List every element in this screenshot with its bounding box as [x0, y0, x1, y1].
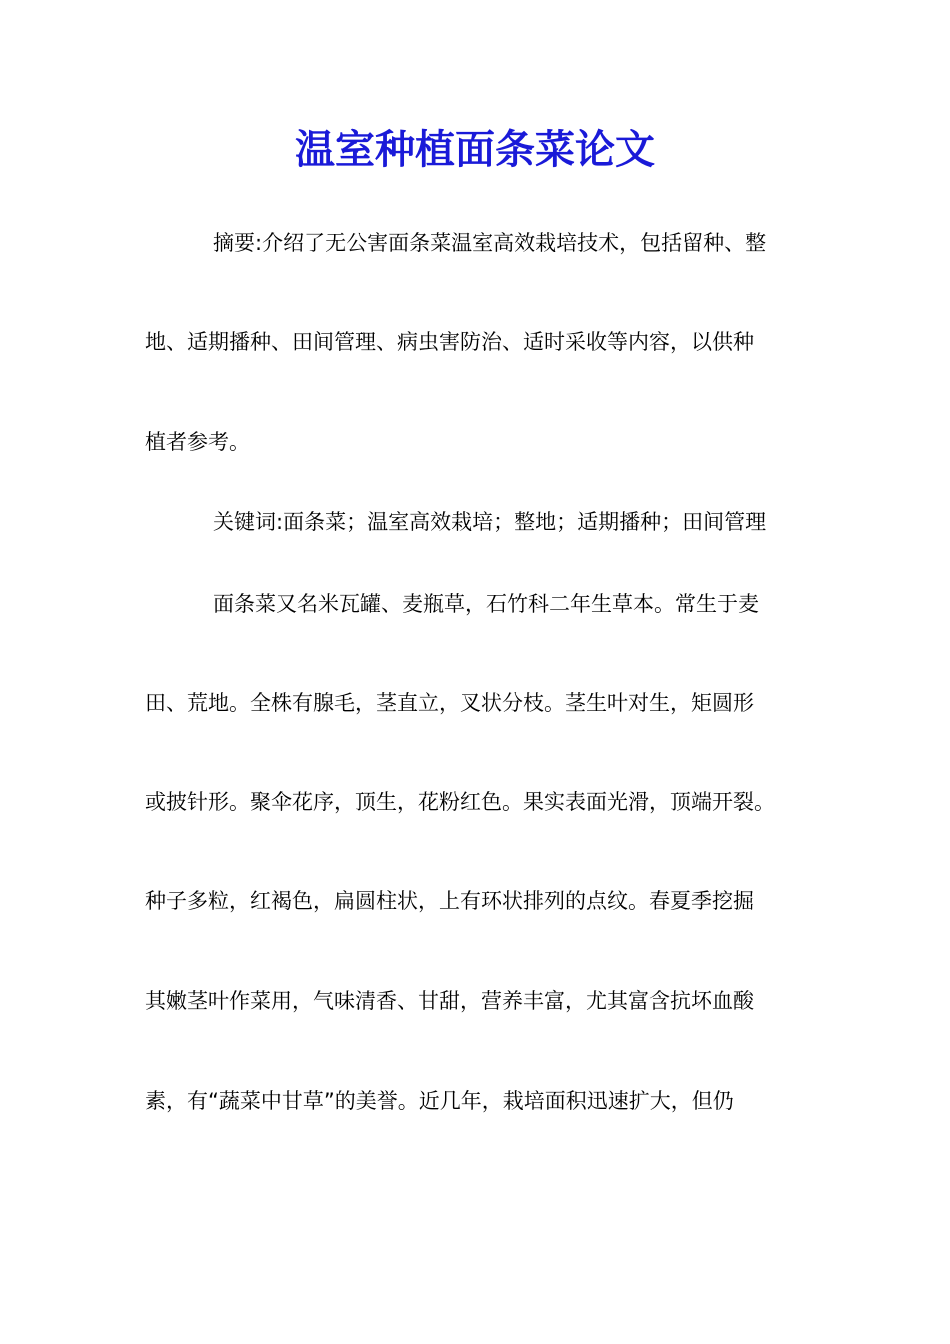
abstract-line-3: 植者参考。	[145, 430, 250, 454]
body-line-3: 或披针形。聚伞花序，顶生，花粉红色。果实表面光滑，顶端开裂。	[145, 790, 775, 814]
document-title: 温室种植面条菜论文	[295, 126, 655, 173]
body-line-4: 种子多粒，红褐色，扁圆柱状，上有环状排列的点纹。春夏季挖掘	[145, 889, 754, 913]
body-line-2: 田、荒地。全株有腺毛，茎直立，叉状分枝。茎生叶对生，矩圆形	[145, 691, 754, 715]
abstract-line-2: 地、适期播种、田间管理、病虫害防治、适时采收等内容，以供种	[145, 330, 754, 354]
body-line-1: 面条菜又名米瓦罐、麦瓶草，石竹科二年生草本。常生于麦	[213, 592, 759, 616]
body-line-5: 其嫩茎叶作菜用，气味清香、甘甜，营养丰富，尤其富含抗坏血酸	[145, 989, 754, 1013]
body-line-6: 素，有“蔬菜中甘草”的美誉。近几年，栽培面积迅速扩大，但仍	[145, 1089, 734, 1113]
abstract-line-1: 摘要:介绍了无公害面条菜温室高效栽培技术，包括留种、整	[213, 231, 767, 255]
keywords-line: 关键词:面条菜；温室高效栽培；整地；适期播种；田间管理	[213, 510, 767, 534]
